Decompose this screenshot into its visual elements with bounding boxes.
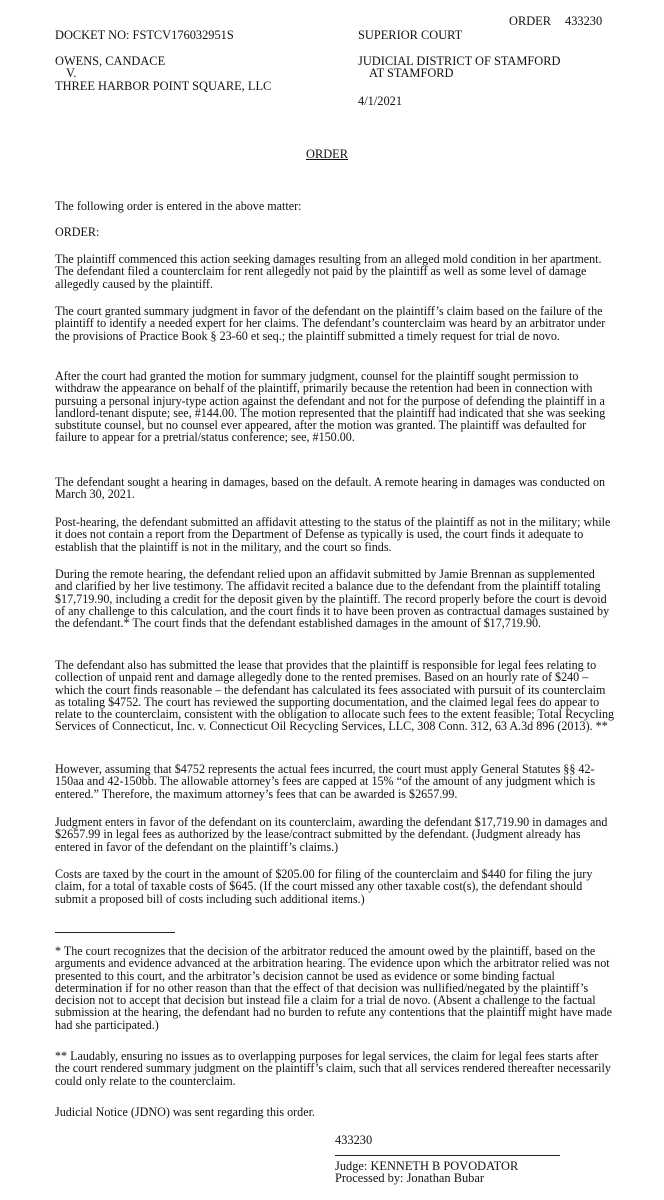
paragraph-3: After the court had granted the motion for summary judgment, counsel for the plaintiff sought permission to withdraw the appearance on behalf of the plaintiff, primarily because the retention had been in connection with pursuing a personal injury-type action against the defendant and not for the purpose of defending the plaintiff in a landlord-tenant dispute; see, #144.00. The motion represented that the plaintiff had indicated that she was seeking substitute counsel, but no counsel ever appeared, after the motion was granted. The plaintiff was defaulted for failure to appear for a pretrial/status conference; see, #150.00. [55,369,606,445]
footnote-1: * The court recognizes that the decision of the arbitrator reduced the amount owed by the plaintiff, based on the arguments and evidence advanced at the arbitration hearing. The evidence upon which the arbitrator relied was not presented to this court, and the arbitrator’s decision cannot be used as evidence or some binding factual determination if for no other reason than that the effect of that decision was nullified/negated by the plaintiff’s decision not to accept that decision but instead file a claim for a trial de novo. (Absent a challenge to the factual submission at the hearing, the defendant had no burden to refute any contentions that the plaintiff might have made had she participated.) [55,944,612,1032]
intro-text: The following order is entered in the above matter: [55,199,302,213]
footnote-divider [55,932,175,933]
paragraph-1: The plaintiff commenced this action seeking damages resulting from an alleged mold condition in her apartment. The defendant filed a counterclaim for rent allegedly not paid by the plaintiff as well as some level of damage allegedly caused by the plaintiff. [55,252,602,291]
signature-order-number: 433230 [335,1133,373,1147]
defendant-name: THREE HARBOR POINT SQUARE, LLC [55,79,272,93]
docket-number: DOCKET NO: FSTCV176032951S [55,28,234,42]
order-date: 4/1/2021 [358,94,403,108]
paragraph-4: The defendant sought a hearing in damages, based on the default. A remote hearing in damages was conducted on March 30, 2021. [55,475,606,502]
paragraph-10: Costs are taxed by the court in the amount of $205.00 for filing of the counterclaim and $440 for filing the jury claim, for a total of taxable costs of $645. (If the court missed any other taxable cost(s), the defendant should submit a proposed bill of costs including such additional items.) [55,867,593,906]
document-title: ORDER [306,147,348,161]
court-name: SUPERIOR COURT [358,28,463,42]
versus: V. [66,66,77,80]
paragraph-6: During the remote hearing, the defendant relied upon an affidavit submitted by Jamie Brennan as supplemented and clarified by her live testimony. The affidavit recited a balance due to the defendant from the plaintiff totaling $17,719.90, including a credit for the deposit given by the plaintiff. The record properly before the court is devoid of any challenge to this calculation, and the court finds it to have been proven as contractual damages sustained by the defendant.* The court finds that the defendant established damages in the amount of $17,719.90. [55,567,610,631]
judge-name: Judge: KENNETH B POVODATOR [335,1159,519,1173]
paragraph-5: Post-hearing, the defendant submitted an affidavit attesting to the status of the plaintiff as not in the military; while it does not contain a report from the Department of Defense as typically is used, the court finds it adequate to establish that the plaintiff is not in the military, and the court so finds. [55,515,611,554]
plaintiff-name: OWENS, CANDACE [55,54,166,68]
judicial-notice: Judicial Notice (JDNO) was sent regarding this order. [55,1105,315,1119]
judicial-district-line2: AT STAMFORD [369,66,454,80]
paragraph-2: The court granted summary judgment in favor of the defendant on the plaintiff’s claim based on the failure of the plaintiff to identify a needed expert for her claims. The defendant’s counterclaim was heard by an arbitrator under the provisions of Practice Book § 23-60 et seq.; the plaintiff submitted a timely request for trial de novo. [55,304,606,343]
paragraph-9: Judgment enters in favor of the defendant on its counterclaim, awarding the defendant $17,719.90 in damages and $2657.99 in legal fees as authorized by the lease/contract submitted by the defendant. (Judgment already has entered in favor of the defendant on the plaintiff’s claims.) [55,815,608,854]
processed-by: Processed by: Jonathan Bubar [335,1171,485,1185]
judicial-district-line1: JUDICIAL DISTRICT OF STAMFORD [358,54,561,68]
order-label-top: ORDER 433230 [509,14,603,28]
paragraph-7: The defendant also has submitted the lease that provides that the plaintiff is responsible for legal fees relating to collection of unpaid rent and damage allegedly done to the rented premises. Based on an hourly rate of $240 – which the court finds reasonable – the defendant has calculated its fees associated with pursuit of its counterclaim as totaling $4752. The court has reviewed the supporting documentation, and the claimed legal fees do appear to relate to the counterclaim, consistent with the obligation to allocate such fees to the extent feasible; Total Recycling Services of Connecticut, Inc. v. Connecticut Oil Recycling Services, LLC, 308 Conn. 312, 63 A.3d 896 (2013). ** [55,658,615,734]
footnote-2: ** Laudably, ensuring no issues as to overlapping purposes for legal services, the claim for legal fees starts after the court rendered summary judgment on the plaintiff’s claim, such that all services rendered thereafter necessarily could only relate to the counterclaim. [55,1049,611,1088]
order-heading: ORDER: [55,225,100,239]
signature-line [335,1155,560,1156]
paragraph-8: However, assuming that $4752 represents the actual fees incurred, the court must apply General Statutes §§ 42-150aa and 42-150bb. The allowable attorney’s fees are capped at 15% “of the amount of any judgment which is entered.” Therefore, the maximum attorney’s fees that can be awarded is $2657.99. [55,762,596,801]
